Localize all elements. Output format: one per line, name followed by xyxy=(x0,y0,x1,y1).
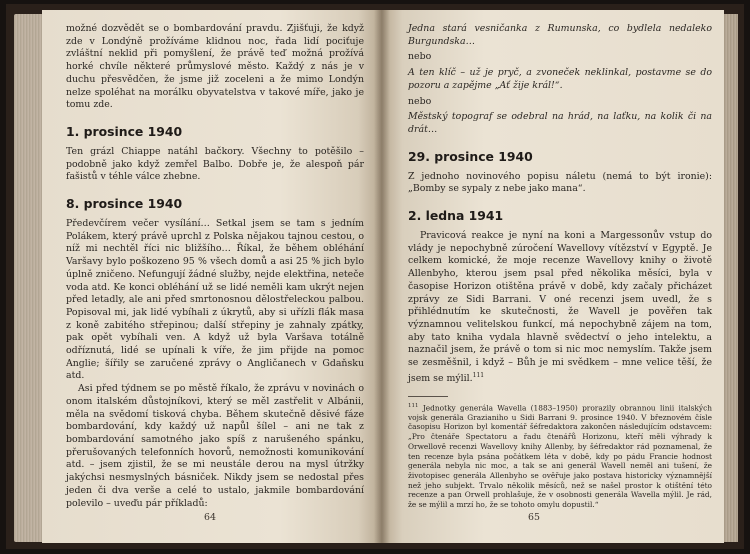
intro-paragraph: možné dozvědět se o bombardování pravdu. Zjišťuji, že když zde v Londýně prožíváme klidnou noc, řada lidí pociťuje zvláštní neklid při pomyšlení, že právě teď možná prožívá horké chvíle některé průmyslové město. Každý z nás je v duchu přesvědčen, že jsme již zoceleni a že mimo Londýn nelze spoléhat na morálku obyvatelstva v takové míře, jako je tomu zde. xyxy=(66,23,364,111)
left-page-text xyxy=(66,23,364,510)
section-heading-29-dec-1940: 29. prosince 1940 xyxy=(408,148,533,164)
open-book xyxy=(6,4,744,549)
footnote xyxy=(408,402,712,510)
section-heading-1-dec-1940: 1. prosince 1940 xyxy=(66,123,183,139)
page-edges-left xyxy=(14,14,42,542)
right-page-text xyxy=(408,23,712,510)
section-heading-8-dec-1940: 8. prosince 1940 xyxy=(66,196,183,212)
footnote-text xyxy=(408,402,712,510)
verse-quote: Jedna stará vesničanka z Rumunska, co bydlela nedaleko Burgundska… xyxy=(408,23,712,47)
verse-quote: A ten klíč – už je pryč, a zvoneček neklinkal, postavme se do pozoru a zapějme „Ať žije král!“. xyxy=(408,67,712,91)
section-paragraph: Z jednoho novinového popisu náletu (nemá to být ironie): „Bomby se sypaly z nebe jako mana“. xyxy=(408,170,712,195)
section-text: Pravicová reakce je nyní na koni a Margessonův vstup do vlády je nepochybně zúročení Wavellovy vítězství v Egyptě. Je celkem komické, že moje recenze Wavellovy knihy o životě Allenbyho, kterou jsem psal před několika měsíci, byla v časopise Horizon otištěna právě v době, kdy začaly přicházet zprávy ze Sidi Barrani. V oné recenzi jsem uvedl, že s přihlédnutím ke skutečnosti, že Wavell je pověřen tak významnou velitelskou funkcí, má nepochybně zájem na tom, aby tato kniha vydala hlavně svědectví o jeho intelektu, a naznačil jsem, že právě o tom si nic moc nemyslím. Takže jsem se zesměšnil, i když – Bůh je mi svědkem – mne velice těší, že jsem se mýlil. xyxy=(408,230,712,384)
page-number-left: 64 xyxy=(204,512,216,523)
verse-separator: nebo xyxy=(408,51,432,63)
right-page xyxy=(382,10,724,543)
section-paragraph xyxy=(408,230,712,386)
footnote-reference: 111 xyxy=(472,371,485,379)
page-number-right: 65 xyxy=(528,512,540,523)
footnote-number: 111 xyxy=(408,402,419,409)
section-paragraph: Asi před týdnem se po městě říkalo, že zprávu v novinách o onom italském důstojníkovi, který se měl zastřelit v Albánii, měla na svědomí tisková chyba. Během skutečně děsivé fáze bombardování, kdy každý už napůl šílel – ani ne tak z bombardování samotného jako spíš z narušeného spánku, přerušovaných telefonních hovorů, nemožnosti komunikování atd. – jsem zjistil, že se mi neustále derou na mysl útržky jakýchsi nesmyslných básniček. Nikdy jsem se nedostal přes jeden či dva verše a celé to ustalo, jakmile bombardování polevilo – uveďu pár příkladů: xyxy=(66,383,364,509)
left-page xyxy=(42,10,382,543)
section-paragraph: Předevčírem večer vysílání… Setkal jsem se tam s jedním Polákem, který právě uprchl z Polska nějakou tajnou cestou, o níž mi nechtěl říci nic bližšího… Říkal, že během obléhání Varšavy bylo poškozeno 95 % všech domů a asi 25 % jich bylo úplně zničeno. Nefungují žádné služby, nejde elektřina, neteče voda atd. Ke konci obléhání už se lidé neměli kam ukrýt nejen před letadly, ale ani před smrtonosnou dělostřeleckou palbou. Popisoval mi, jak lidé vybíhali z úkrytů, aby si uřízli flák masa z koně zabitého střepinou; další střepiny je zahnaly zpátky, pak opět vybíhali ven. A když už byla Varšava totálně odříznutá, lidé se upínali k víře, že jim přijde na pomoc Anglie; šířily se zaručené zprávy o Angličanech v Gdaňsku atd. xyxy=(66,218,364,382)
section-paragraph: Ten grázl Chiappe natáhl bačkory. Všechny to potěšilo – podobně jako když zemřel Balbo. Dobře je, že alespoň pár fašistů v téhle válce zhebne. xyxy=(66,145,364,183)
section-heading-2-jan-1941: 2. ledna 1941 xyxy=(408,208,504,224)
footnote-body: Jednotky generála Wavella (1883–1950) prorazily obrannou linii italských vojsk generála Grazianiho u Sidi Barrani 9. prosince 1940. V březnovém čísle časopisu Horizon byl komentář šéfredaktora zakončen následujícím odstavcem: „Pro čtenáře Spectatoru a řadu čtenářů Horizonu, kteří měli výhrady k Orwellově recenzi Wavellovy knihy Allenby, by šéfredaktor rád poznamenal, že ten recenze byla psána počátkem léta v době, kdy po pádu Francie hodnost generála nebyla nic moc, a tak se ani generál Wavell neměl ani tušení, že životopisec generála Allenbyho se ověřuje jako postava historicky významnější než jeho subjekt. Trvalo několik měsíců, než se našel prostor k otištění této recenze a pan Orwell prohlašuje, že v osobnosti generála Wavella mýlil. Je rád, že se mýlil a mrzí ho, že se tohoto omylu dopustil.“ xyxy=(408,403,712,510)
book-gutter xyxy=(374,10,390,543)
verse-quote: Městský topograf se odebral na hrád, na laťku, na kolik či na drát… xyxy=(408,111,712,135)
verse-separator: nebo xyxy=(408,95,432,107)
footnote-rule xyxy=(408,396,448,397)
